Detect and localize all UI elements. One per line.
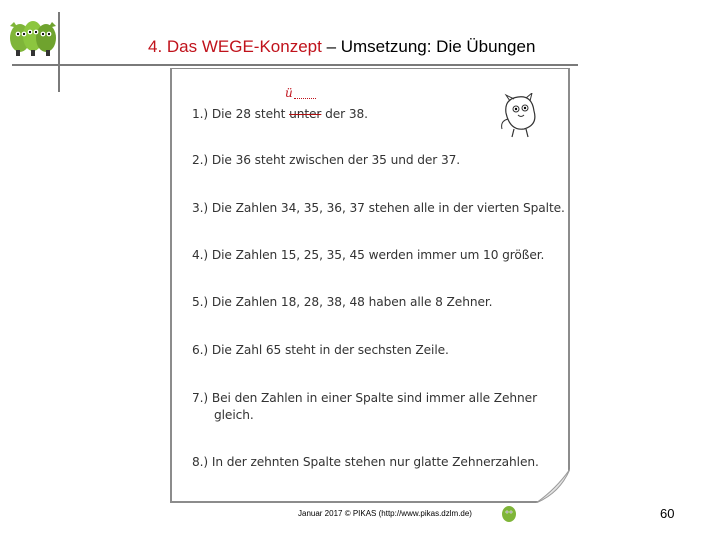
exercise-item-5: 5.) Die Zahlen 18, 28, 38, 48 haben alle 8 Zehner. xyxy=(192,295,493,309)
exercise-item-4: 4.) Die Zahlen 15, 25, 35, 45 werden immer um 10 größer. xyxy=(192,248,545,262)
exercise-item-2: 2.) Die 36 steht zwischen der 35 und der 37. xyxy=(192,153,461,167)
correction-dotted-line xyxy=(294,98,316,99)
header-horizontal-divider xyxy=(12,64,578,66)
owl-mascot-icon xyxy=(498,93,540,139)
worksheet-page xyxy=(170,68,570,503)
exercise-item-7-line-1: 7.) Bei den Zahlen in einer Spalte sind immer alle Zehner xyxy=(192,391,537,405)
exercise-item-1-text: 1.) Die 28 steht xyxy=(192,107,290,121)
slide-title-rest: – Umsetzung: Die Übungen xyxy=(321,37,536,56)
exercise-item-8: 8.) In der zehnten Spalte stehen nur glatte Zehnerzahlen. xyxy=(192,455,539,469)
pikas-logo-icon xyxy=(8,14,58,60)
exercise-item-7-line-2: gleich. xyxy=(214,408,254,422)
exercise-item-1 xyxy=(192,107,368,121)
exercise-item-1-end: der 38. xyxy=(321,107,368,121)
slide-title-accent: 4. Das WEGE-Konzept xyxy=(148,37,322,56)
handwritten-correction: ü xyxy=(285,86,293,100)
exercise-item-6: 6.) Die Zahl 65 steht in der sechsten Zeile. xyxy=(192,343,449,357)
page-number: 60 xyxy=(660,506,675,521)
page-curl-corner xyxy=(536,469,570,503)
exercise-item-3: 3.) Die Zahlen 34, 35, 36, 37 stehen alle in der vierten Spalte. xyxy=(192,201,565,215)
exercise-item-1-struck-word: unter xyxy=(289,107,322,121)
footer-copyright: Januar 2017 © PIKAS (http://www.pikas.dzlm.de) xyxy=(298,509,472,518)
slide-title xyxy=(148,37,535,57)
pikas-small-logo-icon xyxy=(500,505,518,523)
header-vertical-divider xyxy=(58,12,60,92)
